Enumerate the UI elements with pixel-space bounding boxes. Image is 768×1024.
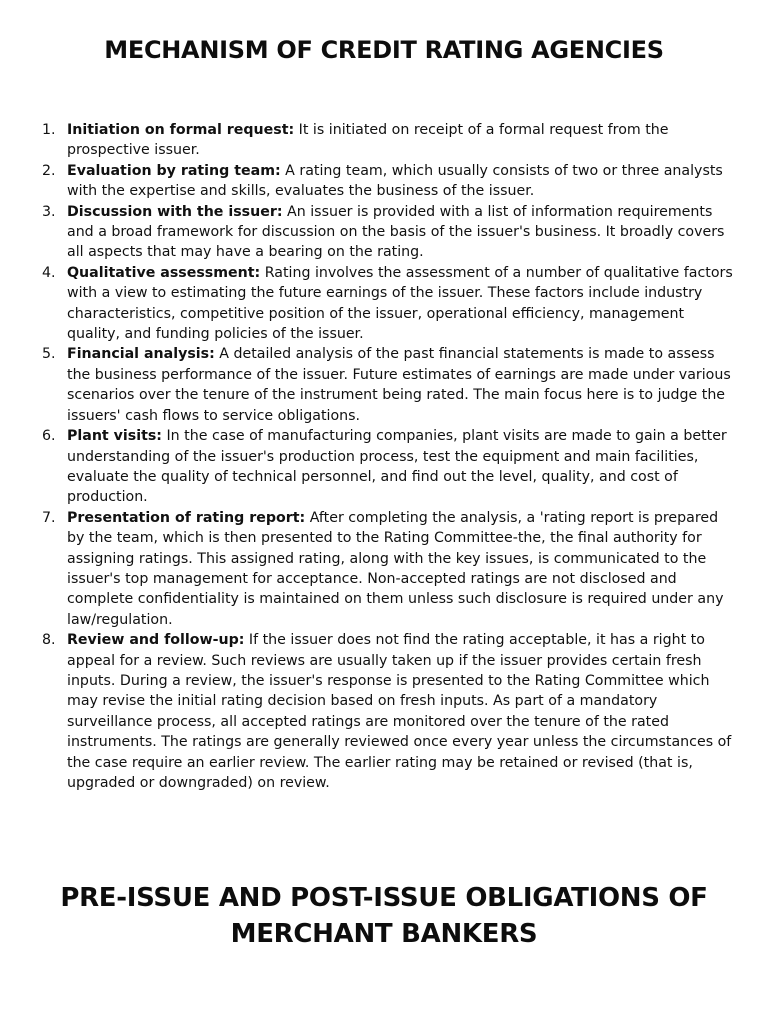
list-item [40,263,736,345]
item-term: Presentation of rating report: [67,509,306,526]
item-text: If the issuer does not find the rating acceptable, it has a right to appeal for a review. Such reviews are usually taken up if the issuer provides certain fresh inputs. During a review, the issuer's response is presented to the Rating Committee which may revise the initial rating decision based on fresh inputs. As part of a mandatory surveillance process, all accepted ratings are monitored over the tenure of the rated instruments. The ratings are generally reviewed once every year unless the circumstances of the case require an earlier review. The earlier rating may be retained or revised (that is, upgraded or downgraded) on review. [67,632,732,791]
item-text: Rating involves the assessment of a number of qualitative factors with a view to estimating the future earnings of the issuer. These factors include industry characteristics, competitive position of the issuer, operational efficiency, management quality, and funding policies of the issuer. [67,264,733,343]
list-item [40,120,736,161]
item-number: 1. [42,122,56,138]
page-title: MECHANISM OF CREDIT RATING AGENCIES [104,36,664,64]
item-number: 4. [42,264,56,281]
item-number: 3. [42,203,56,220]
item-term: Review and follow-up: [67,632,245,649]
item-number: 6. [42,428,56,445]
item-number: 2. [42,162,56,179]
item-text: A detailed analysis of the past financial statements is made to assess the business performance of the issuer. Future estimates of earnings are made under various scenarios over the tenure of the instrument being rated. The main focus here is to judge the issuers' cash flows to service obligations. [67,346,731,424]
list-item [40,508,736,630]
section-heading-line2: MERCHANT BANKERS [230,919,538,949]
list-item [40,344,736,426]
item-text: An issuer is provided with a list of information requirements and a broad framework for discussion on the basis of the issuer's business. It broadly covers all aspects that may have a bearing on the rating. [67,203,725,261]
mechanism-steps-list [40,120,736,793]
list-item [40,161,736,202]
item-term: Financial analysis: [67,346,215,363]
section-heading [0,880,768,952]
list-item [40,202,736,263]
list-item [40,426,736,508]
item-number: 7. [42,509,56,526]
item-number: 5. [42,346,56,363]
item-text: After completing the analysis, a 'rating report is prepared by the team, which is then presented to the Rating Committee-the, the final authority for assigning ratings. This assigned rating, along with the key issues, is communicated to the issuer's top management for acceptance. Non-accepted ratings are not disclosed and complete confidentiality is maintained on them unless such disclosure is required under any law/regulation. [67,509,724,628]
item-term: Evaluation by rating team: [67,162,281,179]
item-text: A rating team, which usually consists of two or three analysts with the expertise and skills, evaluates the business of the issuer. [67,162,723,200]
item-text: In the case of manufacturing companies, plant visits are made to gain a better understanding of the issuer's production process, test the equipment and main facilities, evaluate the quality of technical personnel, and find out the level, quality, and cost of production. [67,428,727,506]
list-item [40,630,736,793]
item-term: Qualitative assessment: [67,264,261,281]
item-term: Plant visits: [67,428,162,445]
item-text: It is initiated on receipt of a formal request from the prospective issuer. [67,122,669,159]
item-term: Initiation on formal request: [67,122,295,138]
item-number: 8. [42,632,56,649]
item-term: Discussion with the issuer: [67,203,283,220]
section-heading-line1: PRE-ISSUE AND POST-ISSUE OBLIGATIONS OF [60,883,708,913]
